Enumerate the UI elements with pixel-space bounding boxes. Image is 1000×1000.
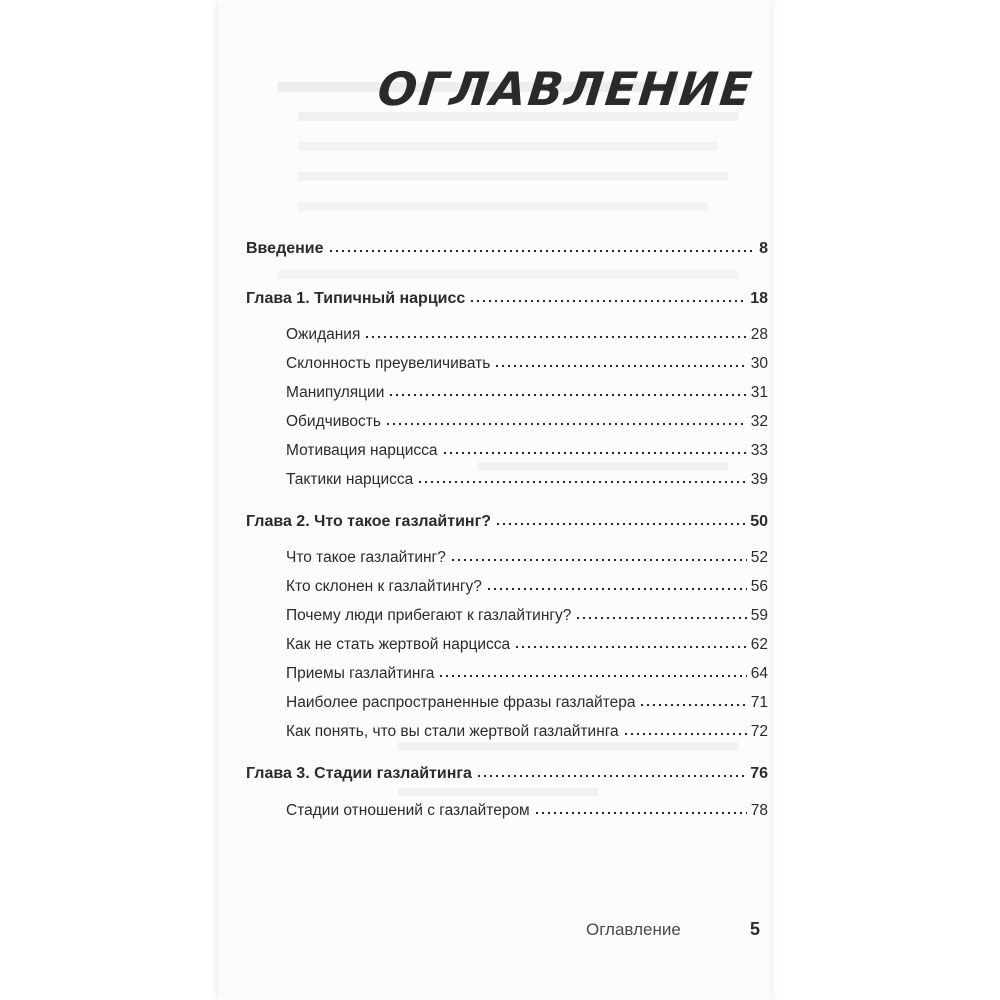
toc-entry-page: 32 xyxy=(750,413,768,430)
toc-entry-section xyxy=(286,636,768,654)
toc-entry-label: Приемы газлайтинга xyxy=(286,665,435,682)
toc-entry-label: Введение xyxy=(246,240,324,257)
toc-entry-page: 50 xyxy=(750,513,768,530)
toc-entry-section xyxy=(286,802,768,820)
toc-entry-chapter-1 xyxy=(246,290,768,308)
toc-entry-section xyxy=(286,723,768,741)
toc-entry-page: 30 xyxy=(750,355,768,372)
toc-entry-page: 8 xyxy=(759,240,768,257)
toc-entry-label: Обидчивость xyxy=(286,413,381,430)
toc-entry-label: Как понять, что вы стали жертвой газлайтинга xyxy=(286,723,619,740)
toc-entry-label: Мотивация нарцисса xyxy=(286,442,438,459)
toc-entry-section xyxy=(286,326,768,344)
dot-leader xyxy=(417,480,746,484)
toc-entry-section xyxy=(286,665,768,683)
toc-entry-page: 78 xyxy=(750,802,768,819)
toc-entry-section xyxy=(286,471,768,489)
toc-entry-label: Ожидания xyxy=(286,326,361,343)
toc-entry-label: Склонность преувеличивать xyxy=(286,355,491,372)
dot-leader xyxy=(623,732,747,736)
toc-entry-label: Кто склонен к газлайтингу? xyxy=(286,578,482,595)
dot-leader xyxy=(514,645,747,649)
toc-entry-page: 59 xyxy=(750,607,768,624)
toc-entry-label: Наиболее распространенные фразы газлайтера xyxy=(286,694,636,711)
dot-leader xyxy=(495,522,746,526)
toc-entry-chapter-3 xyxy=(246,765,768,783)
toc-entry-section xyxy=(286,694,768,712)
toc-entry-label: Глава 2. Что такое газлайтинг? xyxy=(246,513,491,530)
dot-leader xyxy=(438,674,746,678)
toc-entry-page: 18 xyxy=(750,290,768,307)
toc-entry-section xyxy=(286,607,768,625)
toc-entry-page: 71 xyxy=(750,694,768,711)
dot-leader xyxy=(364,335,746,339)
dot-leader xyxy=(450,558,747,562)
dot-leader xyxy=(385,422,747,426)
toc-entry-introduction xyxy=(246,240,768,258)
page-number: 5 xyxy=(750,919,761,939)
toc-entry-label: Почему люди прибегают к газлайтингу? xyxy=(286,607,572,624)
toc-entry-page: 72 xyxy=(750,723,768,740)
toc-entry-label: Что такое газлайтинг? xyxy=(286,549,446,566)
dot-leader xyxy=(575,616,746,620)
book-page xyxy=(218,0,770,1000)
toc-entry-section xyxy=(286,549,768,567)
toc-entry-section xyxy=(286,578,768,596)
toc-entry-page: 28 xyxy=(750,326,768,343)
toc-entry-chapter-2 xyxy=(246,513,768,531)
dot-leader xyxy=(476,774,746,778)
dot-leader xyxy=(469,299,746,303)
toc-entry-page: 31 xyxy=(750,384,768,401)
toc-entry-section xyxy=(286,355,768,373)
toc-entry-label: Тактики нарцисса xyxy=(286,471,414,488)
toc-entry-label: Стадии отношений с газлайтером xyxy=(286,802,530,819)
dot-leader xyxy=(534,811,747,815)
dot-leader xyxy=(639,703,746,707)
toc-entry-page: 64 xyxy=(750,665,768,682)
toc-entry-section xyxy=(286,413,768,431)
toc-entry-section xyxy=(286,442,768,460)
page-title: ОГЛАВЛЕНИЕ xyxy=(375,62,757,116)
toc-entry-page: 62 xyxy=(750,636,768,653)
dot-leader xyxy=(328,249,756,253)
toc-entry-page: 52 xyxy=(750,549,768,566)
toc-entry-page: 76 xyxy=(750,765,768,782)
running-footer-label: Оглавление xyxy=(586,920,681,939)
toc-entry-label: Глава 3. Стадии газлайтинга xyxy=(246,765,472,782)
toc-entry-label: Как не стать жертвой нарцисса xyxy=(286,636,511,653)
dot-leader xyxy=(442,451,747,455)
toc-entry-page: 33 xyxy=(750,442,768,459)
toc-entry-label: Глава 1. Типичный нарцисс xyxy=(246,290,466,307)
toc-entry-page: 56 xyxy=(750,578,768,595)
toc-entry-label: Манипуляции xyxy=(286,384,385,401)
toc-entry-page: 39 xyxy=(750,471,768,488)
dot-leader xyxy=(486,587,747,591)
toc-entry-section xyxy=(286,384,768,402)
dot-leader xyxy=(494,364,746,368)
dot-leader xyxy=(388,393,746,397)
